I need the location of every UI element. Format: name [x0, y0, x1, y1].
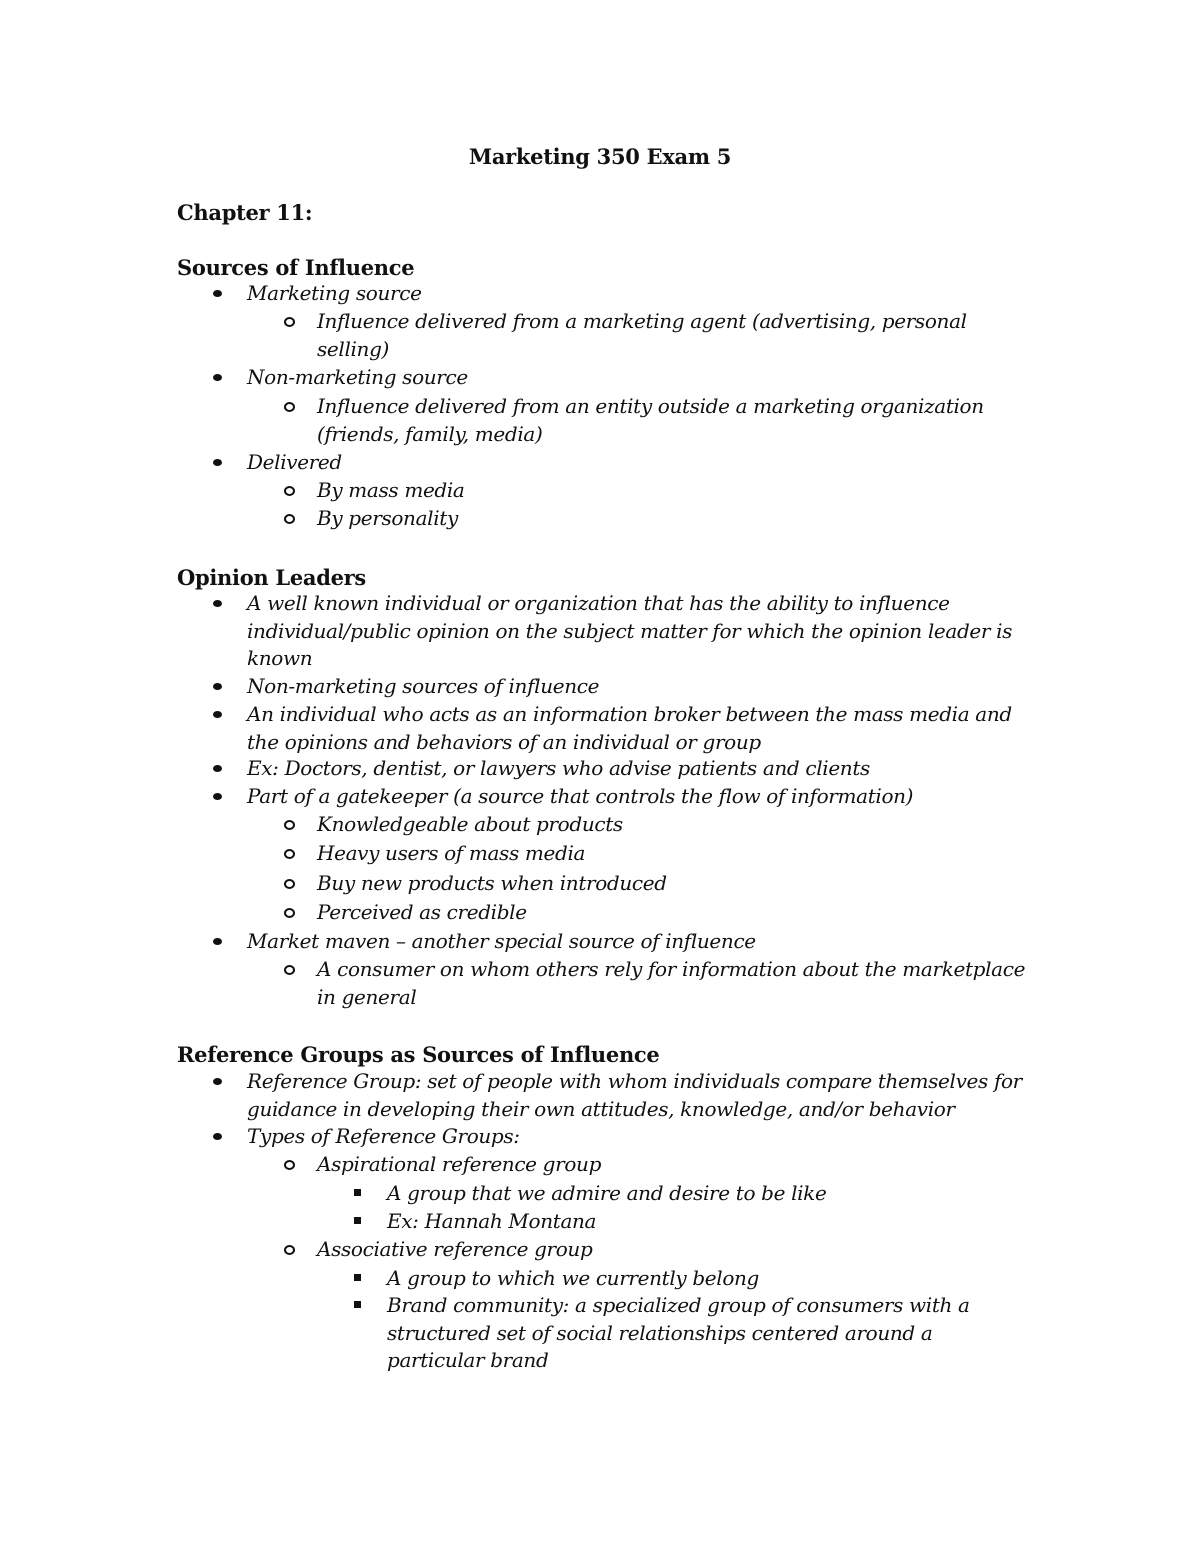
- hollow-circle-bullet-icon: [284, 1160, 295, 1170]
- list-item: Perceived as credible: [317, 900, 527, 924]
- list-item: By personality: [317, 506, 458, 530]
- hollow-circle-bullet-icon: [284, 317, 295, 327]
- filled-dot-bullet-icon: [213, 374, 222, 381]
- list-item: Buy new products when introduced: [317, 871, 667, 895]
- hollow-circle-bullet-icon: [284, 402, 295, 412]
- list-item: Influence delivered from an entity outside a marketing organization (friends, family, media): [317, 394, 984, 446]
- section-heading-sources-of-influence: Sources of Influence: [177, 255, 415, 280]
- list-item: A well known individual or organization that has the ability to influence individual/public opinion on the subject matter for which the opinion leader is known: [247, 591, 1013, 670]
- filled-square-bullet-icon: [354, 1217, 361, 1224]
- chapter-heading: Chapter 11:: [177, 200, 313, 225]
- list-item: Knowledgeable about products: [317, 812, 623, 836]
- list-item: Aspirational reference group: [317, 1152, 602, 1176]
- section-heading-opinion-leaders: Opinion Leaders: [177, 565, 366, 590]
- list-item: Part of a gatekeeper (a source that controls the flow of information): [247, 784, 914, 808]
- list-item: A group to which we currently belong: [387, 1266, 759, 1290]
- filled-dot-bullet-icon: [213, 683, 222, 690]
- list-item: An individual who acts as an information broker between the mass media and the opinions and behaviors of an individual or group: [247, 702, 1012, 754]
- document-title: Marketing 350 Exam 5: [468, 144, 732, 169]
- list-item: By mass media: [317, 478, 465, 502]
- filled-dot-bullet-icon: [213, 1078, 222, 1085]
- list-item: Types of Reference Groups:: [247, 1124, 520, 1148]
- hollow-circle-bullet-icon: [284, 965, 295, 975]
- list-item: Brand community: a specialized group of consumers with a structured set of social relationships centered around a particular brand: [387, 1293, 970, 1372]
- list-item: A group that we admire and desire to be like: [387, 1181, 827, 1205]
- filled-dot-bullet-icon: [213, 793, 222, 800]
- hollow-circle-bullet-icon: [284, 849, 295, 859]
- list-item: Non-marketing source: [247, 365, 468, 389]
- filled-dot-bullet-icon: [213, 711, 222, 718]
- list-item: A consumer on whom others rely for information about the marketplace in general: [317, 957, 1026, 1009]
- hollow-circle-bullet-icon: [284, 486, 295, 496]
- list-item: Ex: Doctors, dentist, or lawyers who advise patients and clients: [247, 756, 870, 780]
- hollow-circle-bullet-icon: [284, 1245, 295, 1255]
- filled-dot-bullet-icon: [213, 290, 222, 297]
- hollow-circle-bullet-icon: [284, 514, 295, 524]
- section-heading-reference-groups: Reference Groups as Sources of Influence: [177, 1042, 660, 1067]
- list-item: Market maven – another special source of influence: [247, 929, 756, 953]
- list-item: Influence delivered from a marketing agent (advertising, personal selling): [317, 309, 967, 361]
- filled-dot-bullet-icon: [213, 938, 222, 945]
- list-item: Ex: Hannah Montana: [387, 1209, 597, 1233]
- hollow-circle-bullet-icon: [284, 820, 295, 830]
- filled-square-bullet-icon: [354, 1301, 361, 1308]
- hollow-circle-bullet-icon: [284, 908, 295, 918]
- list-item: Reference Group: set of people with whom individuals compare themselves for guidance in developing their own attitudes, knowledge, and/or behavior: [247, 1069, 1022, 1121]
- list-item: Non-marketing sources of influence: [247, 674, 600, 698]
- filled-dot-bullet-icon: [213, 1133, 222, 1140]
- filled-square-bullet-icon: [354, 1274, 361, 1281]
- list-item: Marketing source: [247, 281, 422, 305]
- filled-square-bullet-icon: [354, 1189, 361, 1196]
- list-item: Heavy users of mass media: [317, 841, 586, 865]
- filled-dot-bullet-icon: [213, 765, 222, 772]
- hollow-circle-bullet-icon: [284, 879, 295, 889]
- filled-dot-bullet-icon: [213, 600, 222, 607]
- filled-dot-bullet-icon: [213, 459, 222, 466]
- list-item: Delivered: [247, 450, 342, 474]
- list-item: Associative reference group: [317, 1237, 593, 1261]
